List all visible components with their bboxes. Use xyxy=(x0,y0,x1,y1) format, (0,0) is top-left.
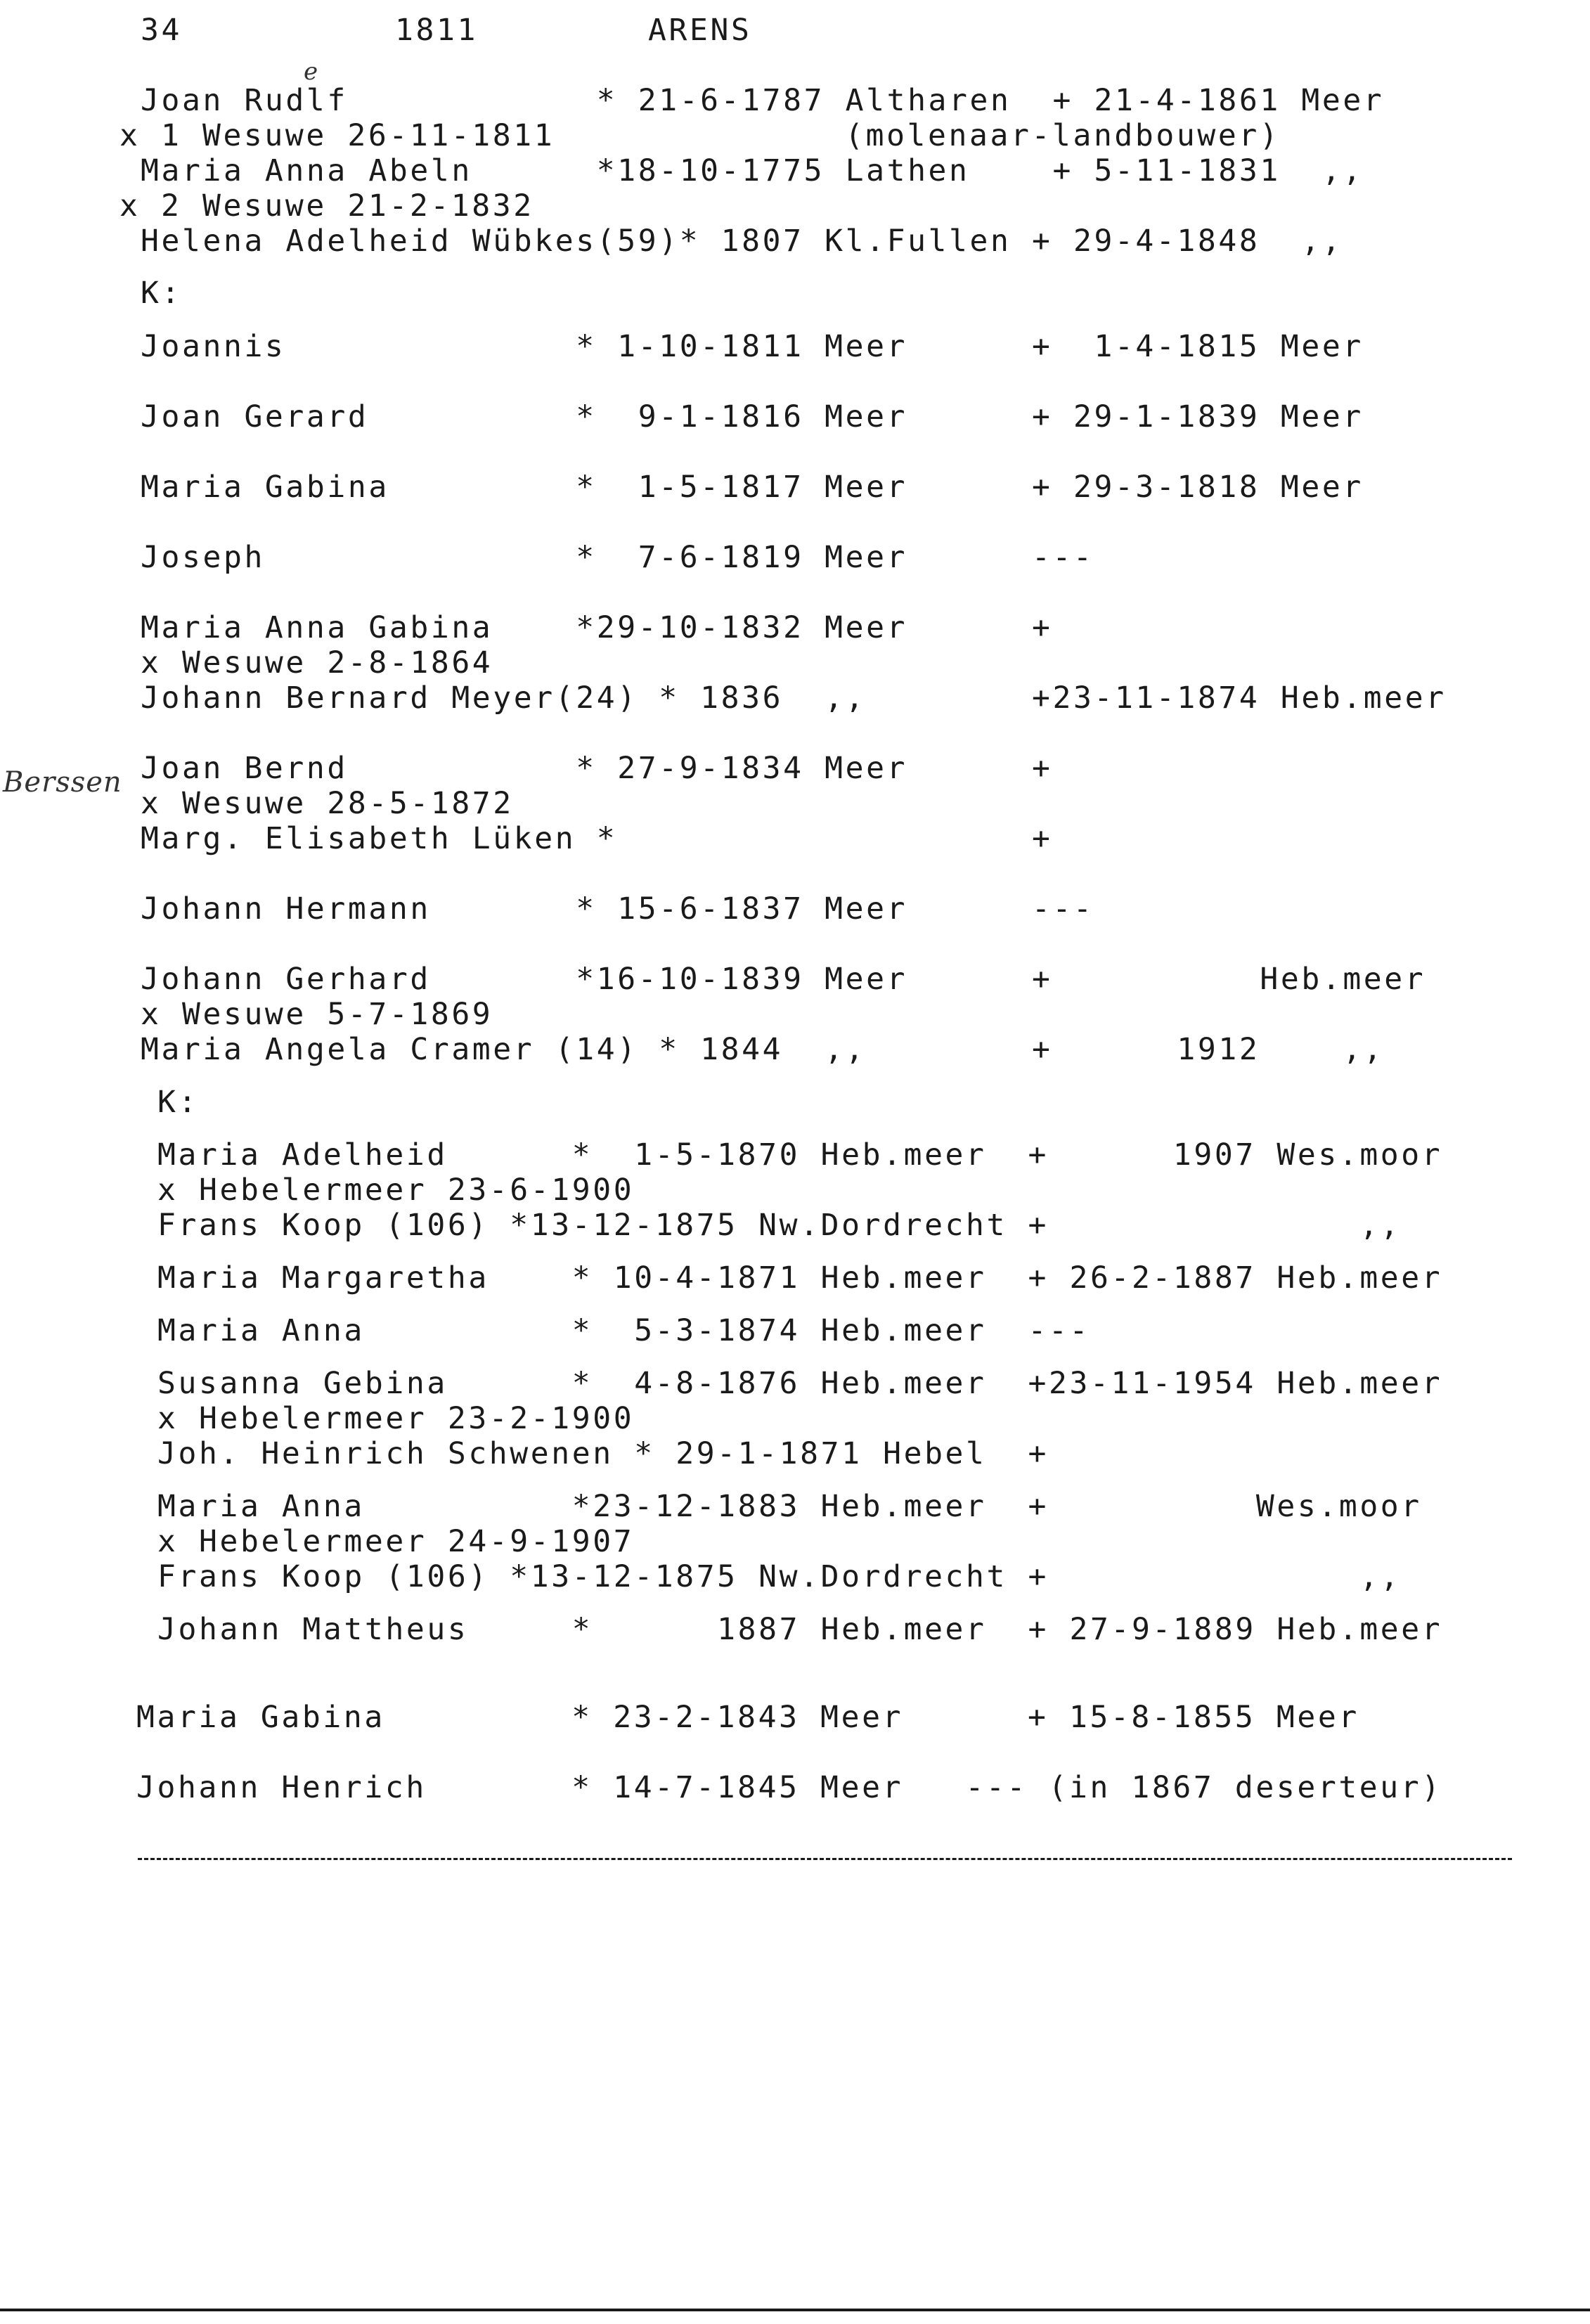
page-bottom-rule xyxy=(0,2309,1590,2311)
entry-line: Frans Koop (106) *13-12-1875 Nw.Dordrecht + ,, xyxy=(157,1559,1402,1594)
entry-line: Johann Hermann * 15-6-1837 Meer --- xyxy=(141,891,1094,927)
entry-line: Joan Bernd * 27-9-1834 Meer + xyxy=(141,751,1053,786)
children-label: K: xyxy=(157,1085,199,1120)
children-label: K: xyxy=(141,276,182,311)
entry-line: x Wesuwe 2-8-1864 xyxy=(141,645,493,680)
entry-line: Joan Rudlf * 21-6-1787 Altharen + 21-4-1861 Meer xyxy=(141,83,1385,118)
entry-line: Joseph * 7-6-1819 Meer --- xyxy=(141,540,1094,575)
handwritten-correction: e xyxy=(304,58,319,86)
entry-line: Joannis * 1-10-1811 Meer + 1-4-1815 Meer xyxy=(141,329,1364,364)
entry-line: Maria Anna Abeln *18-10-1775 Lathen + 5-11-1831 ,, xyxy=(141,153,1364,188)
section-divider xyxy=(138,1858,1512,1860)
entry-line: Helena Adelheid Wübkes(59)* 1807 Kl.Fullen + 29-4-1848 ,, xyxy=(141,224,1343,259)
handwritten-note-berssen: Berssen xyxy=(3,766,122,799)
entry-line: x Wesuwe 5-7-1869 xyxy=(141,997,493,1032)
entry-line: Maria Anna Gabina *29-10-1832 Meer + xyxy=(141,610,1053,645)
entry-line: Maria Adelheid * 1-5-1870 Heb.meer + 1907 Wes.moor xyxy=(157,1137,1443,1173)
entry-line: Joan Gerard * 9-1-1816 Meer + 29-1-1839 Meer xyxy=(141,399,1364,434)
entry-line: Johann Bernard Meyer(24) * 1836 ,, +23-11-1874 Heb.meer xyxy=(141,680,1447,716)
entry-line: Maria Gabina * 23-2-1843 Meer + 15-8-1855 Meer xyxy=(136,1700,1359,1735)
entry-line: Johann Mattheus * 1887 Heb.meer + 27-9-1889 Heb.meer xyxy=(157,1612,1443,1647)
entry-line: Joh. Heinrich Schwenen * 29-1-1871 Hebel + xyxy=(157,1436,1049,1471)
entry-line: Maria Angela Cramer (14) * 1844 ,, + 1912 ,, xyxy=(141,1032,1385,1067)
entry-line: x Hebelermeer 23-6-1900 xyxy=(157,1173,635,1208)
entry-line: Susanna Gebina * 4-8-1876 Heb.meer +23-11-1954 Heb.meer xyxy=(157,1366,1443,1401)
entry-line: Johann Gerhard *16-10-1839 Meer + Heb.meer xyxy=(141,962,1426,997)
entry-line: Maria Anna *23-12-1883 Heb.meer + Wes.moor xyxy=(157,1489,1422,1524)
entry-line: x Hebelermeer 23-2-1900 xyxy=(157,1401,635,1436)
entry-line: x Wesuwe 28-5-1872 xyxy=(141,786,514,821)
entry-line: Maria Gabina * 1-5-1817 Meer + 29-3-1818 Meer xyxy=(141,470,1364,505)
entry-line: x Hebelermeer 24-9-1907 xyxy=(157,1524,635,1559)
page-number: 34 xyxy=(141,13,182,48)
entry-line: Maria Anna * 5-3-1874 Heb.meer --- xyxy=(157,1313,1090,1348)
entry-line: Frans Koop (106) *13-12-1875 Nw.Dordrecht + ,, xyxy=(157,1208,1402,1243)
entry-line: x 1 Wesuwe 26-11-1811 (molenaar-landbouwer) xyxy=(119,118,1281,153)
entry-line: Maria Margaretha * 10-4-1871 Heb.meer + 26-2-1887 Heb.meer xyxy=(157,1260,1443,1296)
header-year: 1811 xyxy=(395,13,478,48)
entry-line: Johann Henrich * 14-7-1845 Meer --- (in 1867 deserteur) xyxy=(136,1770,1442,1805)
entry-line: Marg. Elisabeth Lüken * + xyxy=(141,821,1053,856)
entry-line: x 2 Wesuwe 21-2-1832 xyxy=(119,188,534,224)
header-surname: ARENS xyxy=(648,13,752,48)
